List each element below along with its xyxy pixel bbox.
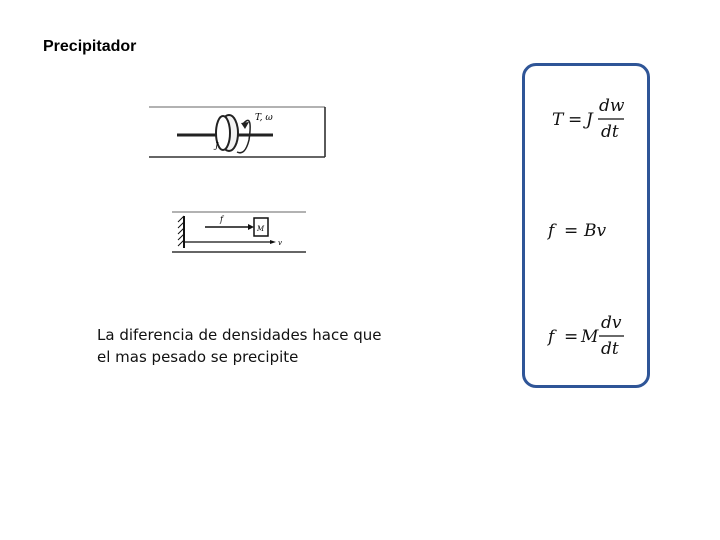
eq3-equals: = — [564, 327, 579, 347]
eq3-coef: M — [581, 327, 599, 347]
inertia-label: J — [215, 141, 219, 150]
eq2-equals: = — [564, 221, 579, 241]
rotational-inertia-diagram — [145, 100, 330, 162]
caption — [97, 324, 397, 368]
equation-torque — [548, 94, 628, 144]
torque-label: T, ω — [255, 113, 273, 123]
slide-title: Precipitador — [43, 38, 137, 55]
equation-mass — [544, 312, 628, 362]
force-label: f — [220, 215, 223, 224]
caption-line-2: el mas pesado se precipite — [97, 348, 299, 366]
translational-mass-diagram — [170, 208, 310, 256]
velocity-label: v — [278, 239, 282, 247]
eq1-denominator: dt — [601, 122, 619, 142]
equation-friction — [544, 216, 624, 246]
eq2-lhs: f — [548, 221, 555, 241]
eq1-coef: J — [586, 110, 593, 130]
eq1-numerator: dw — [599, 96, 625, 116]
eq2-rhs: Bv — [584, 221, 607, 241]
mass-label: M — [257, 225, 265, 233]
eq3-numerator: dv — [601, 313, 622, 333]
caption-line-1: La diferencia de densidades hace que — [97, 326, 382, 344]
eq1-equals: = — [568, 110, 583, 130]
eq1-lhs: T — [552, 110, 564, 130]
eq3-denominator: dt — [601, 339, 619, 359]
eq3-lhs: f — [548, 327, 555, 347]
